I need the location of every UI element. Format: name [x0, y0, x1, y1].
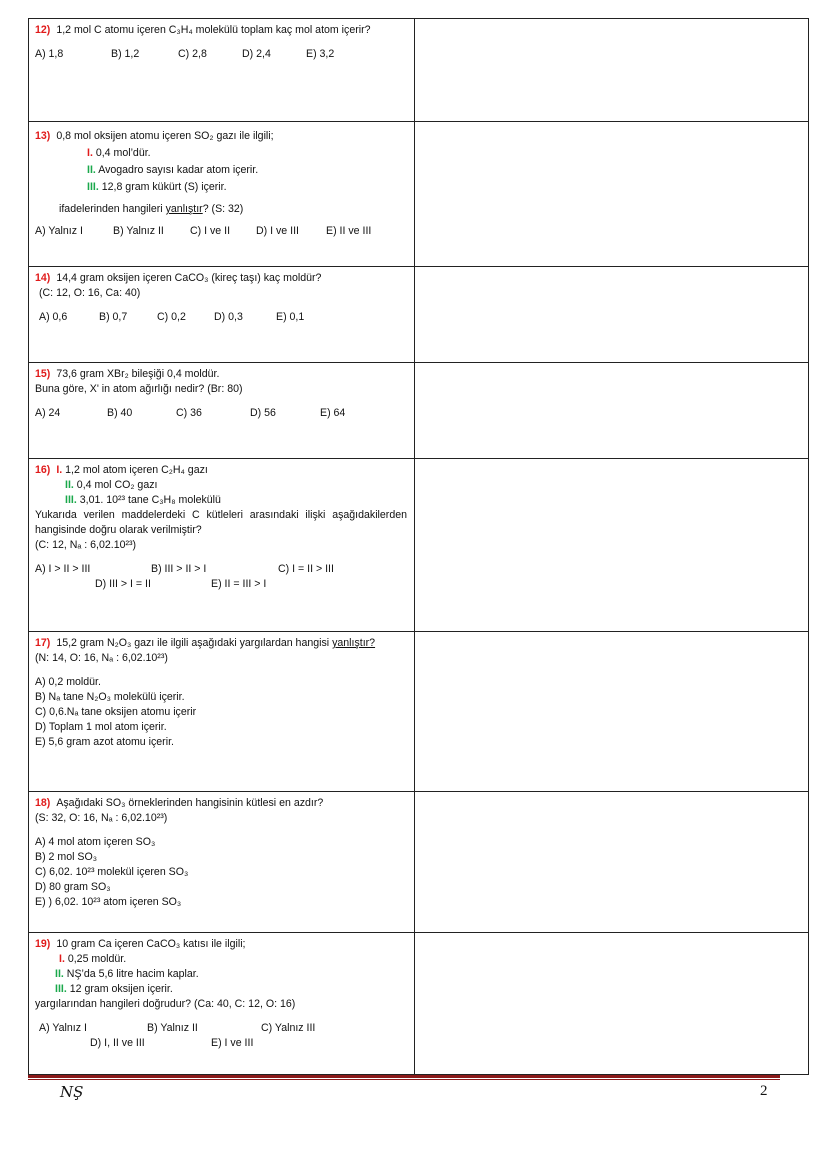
option-b[interactable]: B) Nₐ tane N₂O₃ molekülü içerir. [35, 691, 185, 703]
option-d[interactable]: D) III > I = II [95, 578, 151, 590]
question-number: 13) [35, 130, 51, 142]
question-body: Yukarıda verilen maddelerdeki C kütleleri arasındaki ilişki aşağıdakilerden hangisinde doğru olarak verilmiştir? [35, 509, 407, 536]
question-text: 73,6 gram XBr₂ bileşiği 0,4 moldür. [56, 368, 220, 380]
question-12 [29, 19, 808, 122]
question-prompt: yargılarından hangileri doğrudur? (Ca: 40, C: 12, O: 16) [35, 998, 296, 1010]
option-a[interactable]: A) 24 [35, 407, 61, 419]
author-logo: NŞ [60, 1083, 84, 1101]
option-a[interactable]: A) 0,2 moldür. [35, 676, 101, 688]
question-keyword: yanlıştır? [332, 637, 376, 649]
footer-rule-thin [28, 1079, 780, 1080]
option-b[interactable]: B) 1,2 [111, 48, 140, 60]
footer-rule [28, 1075, 780, 1078]
option-e[interactable]: E) 3,2 [306, 48, 335, 60]
option-e[interactable]: E) I ve III [211, 1037, 254, 1049]
option-b[interactable]: B) Yalnız II [147, 1022, 198, 1034]
statement-3: III. 12 gram oksijen içerir. [55, 983, 173, 995]
option-e[interactable]: E) 5,6 gram azot atomu içerir. [35, 736, 174, 748]
question-19 [29, 933, 808, 1076]
statement-3: III. 12,8 gram kükürt (S) içerir. [87, 181, 227, 193]
question-text: 15,2 gram N₂O₃ gazı ile ilgili aşağıdaki yargılardan hangisi [56, 637, 333, 649]
option-e[interactable]: E) II ve III [326, 225, 372, 237]
given-values: (C: 12, O: 16, Ca: 40) [39, 287, 141, 299]
option-e[interactable]: E) 64 [320, 407, 346, 419]
question-line-2: Buna göre, X' in atom ağırlığı nedir? (Br: 80) [35, 383, 243, 395]
option-b[interactable]: B) III > II > I [151, 563, 207, 575]
question-sheet [28, 18, 809, 1075]
question-18 [29, 792, 808, 933]
option-c[interactable]: C) 2,8 [178, 48, 207, 60]
question-number: 12) [35, 24, 51, 36]
option-d[interactable]: D) 2,4 [242, 48, 271, 60]
option-d[interactable]: D) 80 gram SO₃ [35, 881, 111, 893]
question-13 [29, 122, 808, 267]
statement-1: I. 0,25 moldür. [59, 953, 127, 965]
question-number: 17) [35, 637, 51, 649]
statement-2: II. NŞ’da 5,6 litre hacim kaplar. [55, 968, 199, 980]
option-a[interactable]: A) 0,6 [39, 311, 68, 323]
option-c[interactable]: C) I = II > III [278, 563, 334, 575]
option-e[interactable]: E) ) 6,02. 10²³ atom içeren SO₃ [35, 896, 182, 908]
question-text: 1,2 mol C atomu içeren C₃H₄ molekülü toplam kaç mol atom içerir? [56, 24, 371, 36]
question-16: 16) I. 1,2 mol atom içeren C₂H₄ gazı II. 0,4 mol CO₂ gazı III. 3,01. 10²³ tane C₃H₈ molekülü Yukarıda verilen maddelerdeki C kütleleri arasındaki ilişki aşağıdakilerden hangisinde doğru olarak verilmiştir? (C: 12, Nₐ : 6,02.10²³) A) I > II > III B) III > II > I C) I = II > III D) III > I = II E) II = III > I [29, 459, 808, 632]
statement-1: 1,2 mol atom içeren C₂H₄ gazı [65, 464, 208, 476]
option-c[interactable]: C) 0,2 [157, 311, 186, 323]
option-d[interactable]: D) 56 [250, 407, 276, 419]
statement-2: II. Avogadro sayısı kadar atom içerir. [87, 164, 259, 176]
question-number: 16) [35, 464, 51, 476]
option-d[interactable]: D) Toplam 1 mol atom içerir. [35, 721, 167, 733]
page-number: 2 [760, 1083, 768, 1099]
question-14 [29, 267, 808, 363]
option-c[interactable]: C) I ve II [190, 225, 231, 237]
given-values: (N: 14, O: 16, Nₐ : 6,02.10²³) [35, 652, 168, 664]
statement-1: I. 0,4 mol’dür. [87, 147, 151, 159]
option-a[interactable]: A) Yalnız I [39, 1022, 87, 1034]
option-c[interactable]: C) 36 [176, 407, 202, 419]
option-d[interactable]: D) 0,3 [214, 311, 243, 323]
question-text: 10 gram Ca içeren CaCO₃ katısı ile ilgili; [56, 938, 246, 950]
option-c[interactable]: C) 0,6.Nₐ tane oksijen atomu içerir [35, 706, 197, 718]
statement-2: II. 0,4 mol CO₂ gazı [65, 479, 158, 491]
option-b[interactable]: B) 0,7 [99, 311, 128, 323]
question-text: Aşağıdaki SO₃ örneklerinden hangisinin kütlesi en azdır? [56, 797, 324, 809]
question-text: 0,8 mol oksijen atomu içeren SO₂ gazı ile ilgili; [56, 130, 274, 142]
option-b[interactable]: B) Yalnız II [113, 225, 164, 237]
question-text: 14,4 gram oksijen içeren CaCO₃ (kireç taşı) kaç moldür? [56, 272, 322, 284]
option-a[interactable]: A) 1,8 [35, 48, 64, 60]
option-b[interactable]: B) 2 mol SO₃ [35, 851, 98, 863]
question-number: 15) [35, 368, 51, 380]
option-a[interactable]: A) I > II > III [35, 563, 91, 575]
option-a[interactable]: A) 4 mol atom içeren SO₃ [35, 836, 156, 848]
statement-3: III. 3,01. 10²³ tane C₃H₈ molekülü [65, 494, 221, 506]
question-15 [29, 363, 808, 459]
option-d[interactable]: D) I, II ve III [90, 1037, 145, 1049]
given-values: (S: 32, O: 16, Nₐ : 6,02.10²³) [35, 812, 168, 824]
option-c[interactable]: C) Yalnız III [261, 1022, 316, 1034]
option-a[interactable]: A) Yalnız I [35, 225, 83, 237]
given-values: (C: 12, Nₐ : 6,02.10²³) [35, 539, 137, 551]
option-c[interactable]: C) 6,02. 10²³ molekül içeren SO₃ [35, 866, 189, 878]
option-e[interactable]: E) 0,1 [276, 311, 305, 323]
question-prompt: ifadelerinden hangileri yanlıştır? (S: 32) [59, 203, 244, 215]
question-number: 14) [35, 272, 51, 284]
option-e[interactable]: E) II = III > I [211, 578, 267, 590]
question-17 [29, 632, 808, 792]
question-number: 19) [35, 938, 51, 950]
option-d[interactable]: D) I ve III [256, 225, 299, 237]
question-number: 18) [35, 797, 51, 809]
option-b[interactable]: B) 40 [107, 407, 133, 419]
